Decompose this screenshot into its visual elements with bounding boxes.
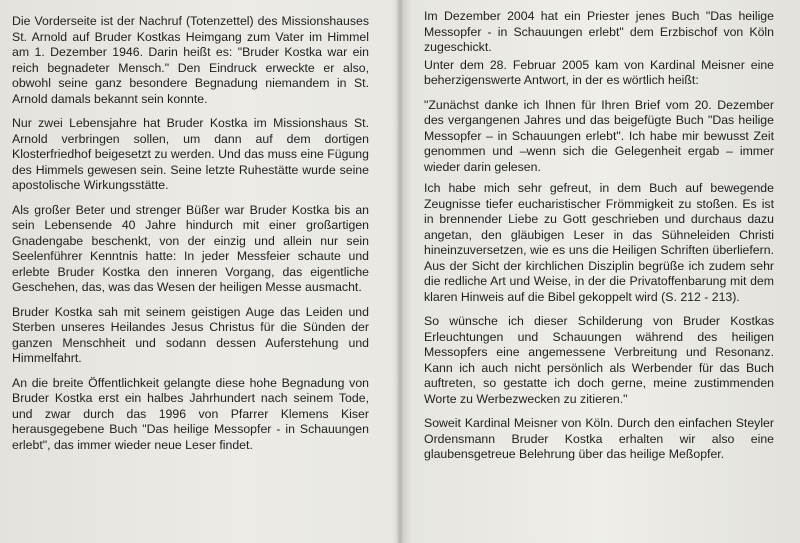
left-paragraph-1: Die Vorderseite ist der Nachruf (Totenzettel) des Missionshauses St. Arnold auf Bruder Kostkas Heimgang zum Vater im Himmel am 1. Dezember 1946. Darin heißt es: "Bruder Kostka war ein reich begnadeter Mensch." Den Eindruck erweckte er also, obwohl seine ganz besondere Begnadung niemandem in St. Arnold damals bekannt sein konnte. xyxy=(12,14,369,106)
left-page xyxy=(0,0,398,543)
left-paragraph-4: Bruder Kostka sah mit seinem geistigen Auge das Leiden und Sterben unseres Heilandes Jesus Christus für die Sünden der ganzen Menschheit und sodann dessen Auferstehung und Himmelfahrt. xyxy=(12,304,369,365)
right-intro-1: Im Dezember 2004 hat ein Priester jenes Buch "Das heilige Messopfer - in Schauungen erlebt" dem Erzbischof von Köln zugeschickt. xyxy=(424,9,774,54)
right-intro-2: Unter dem 28. Februar 2005 kam von Kardinal Meisner eine beherzigenswerte Antwort, in der es wörtlich heißt: xyxy=(424,57,774,87)
letter-quote-2: Ich habe mich sehr gefreut, in dem Buch auf bewegende Zeugnisse tiefer eucharistischer Frömmigkeit zu stoßen. Es ist in brennender Liebe zu Gott geschrieben und durchaus dazu angetan, den gläubigen Leser in das Sühneleiden Christi hineinzuversetzen, wie es uns die Heiligen Schriften überliefern. Aus der Sicht der kirchlichen Disziplin begrüße ich zudem sehr die redliche Art und Weise, in der die Privatoffenbarung mit dem klaren Hinweis auf die Bibel gekoppelt wird (S. 212 - 213). xyxy=(424,181,774,304)
left-paragraph-2: Nur zwei Lebensjahre hat Bruder Kostka im Missionshaus St. Arnold verbringen sollen, um dann auf dem dortigen Klosterfriedhof beigesetzt zu werden. Und das muss eine Fügung des Himmels gewesen sein. Seine letzte Ruhestätte wurde seine apostolische Wirkungsstätte. xyxy=(12,116,369,192)
right-page xyxy=(402,0,800,543)
right-closing: Soweit Kardinal Meisner von Köln. Durch den einfachen Steyler Ordensmann Bruder Kostka erhalten wir also eine glaubensgetreue Belehrung über das heilige Meßopfer. xyxy=(424,416,774,461)
letter-quote-1: "Zunächst danke ich Ihnen für Ihren Brief vom 20. Dezember des vergangenen Jahres und das beigefügte Buch "Das heilige Messopfer – in Schauungen erlebt". Ich habe mir bewusst Zeit genommen und –wenn sich die Gelegenheit ergab – immer wieder darin gelesen. xyxy=(424,97,774,174)
letter-quote-3: So wünsche ich dieser Schilderung von Bruder Kostkas Erleuchtungen und Schauungen während des heiligen Messopfers eine angemessene Verbreitung und Resonanz. Kann ich auch nicht persönlich als Werbender für das Buch auftreten, so gestatte ich doch gerne, meine zustimmenden Worte zu Werbezwecken zu zitieren." xyxy=(424,314,774,406)
left-paragraph-5: An die breite Öffentlichkeit gelangte diese hohe Begnadung von Bruder Kostka erst ein halbes Jahrhundert nach seinem Tode, und zwar durch das 1996 von Pfarrer Klemens Kiser herausgegebene Buch "Das heilige Messopfer - in Schauungen erlebt", das immer wieder neue Leser findet. xyxy=(12,375,369,452)
left-paragraph-3: Als großer Beter und strenger Büßer war Bruder Kostka bis an sein Lebensende 40 Jahre hindurch mit einer großartigen Gnadengabe beschenkt, von der einzig und allein nur sein Seelenführer Kenntnis hatte: In jeder Messfeier schaute und erlebte Bruder Kostka den inneren Vorgang, das eigentliche Geschehen, das, was das Wesen der heiligen Messe ausmacht. xyxy=(12,202,369,294)
